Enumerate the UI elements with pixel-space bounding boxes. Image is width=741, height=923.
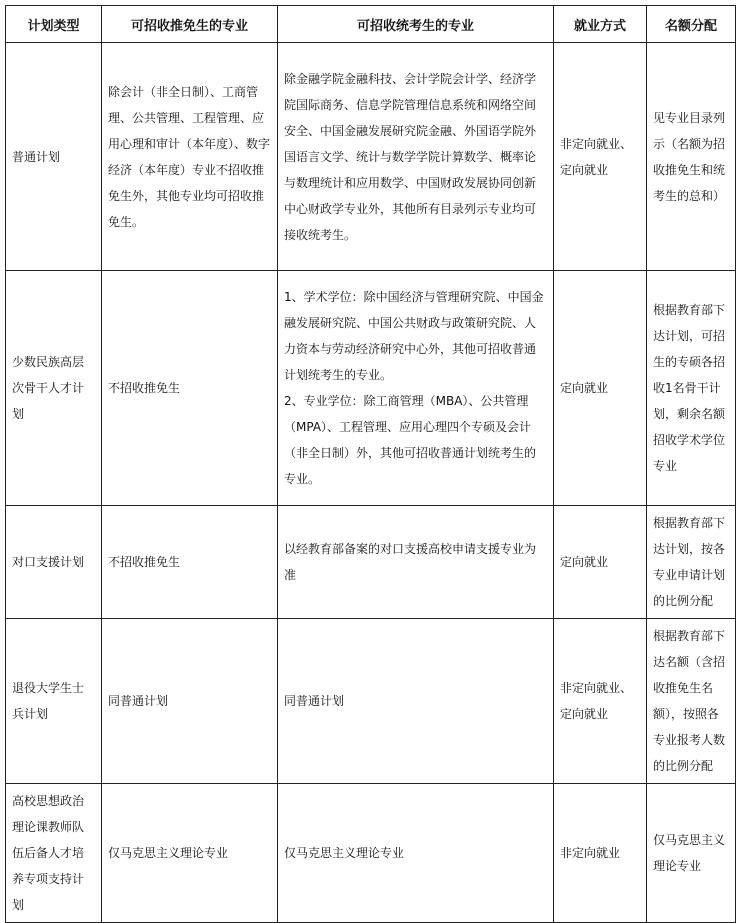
admission-plan-table: [5, 5, 736, 923]
exam-majors-cell: [278, 619, 554, 784]
exam-majors-cell: [278, 43, 554, 271]
exam-majors-text: 同普通计划: [284, 694, 345, 708]
table-row: [6, 619, 736, 784]
header-exam-majors: 可招收统考生的专业: [278, 6, 554, 43]
quota-cell: 根据教育部下达计划，可招生的专硕各招收1名骨干计划，剩余名额招收学术学位专业: [647, 271, 736, 506]
table-row: [6, 784, 736, 923]
header-exempt-majors: 可招收推免生的专业: [102, 6, 278, 43]
employment-cell: 非定向就业、定向就业: [554, 619, 647, 784]
table-row: [6, 43, 736, 271]
plan-type-cell: 少数民族高层次骨干人才计划: [6, 271, 102, 506]
quota-cell: 根据教育部下达名额（含招收推免生名额），按照各专业报考人数的比例分配: [647, 619, 736, 784]
exam-majors-cell: [278, 271, 554, 506]
employment-cell: 非定向就业、定向就业: [554, 43, 647, 271]
employment-cell: 定向就业: [554, 271, 647, 506]
exam-majors-text: 2、专业学位：除工商管理（MBA）、公共管理（MPA）、工程管理、应用心理四个专硕及会计（非全日制）外，其他可招收普通计划统考生的专业。: [284, 394, 537, 486]
quota-cell: 根据教育部下达计划，按各专业申请计划的比例分配: [647, 506, 736, 619]
exam-majors-text: 以经教育部备案的对口支援高校申请支援专业为准: [284, 542, 537, 582]
header-quota: 名额分配: [647, 6, 736, 43]
employment-cell: 非定向就业: [554, 784, 647, 923]
quota-cell: 仅马克思主义理论专业: [647, 784, 736, 923]
exam-majors-text: 除金融学院金融科技、会计学院会计学、经济学院国际商务、信息学院管理信息系统和网络空间安全、中国金融发展研究院金融、外国语学院外国语言文学、统计与数学学院计算数学、概率论与数理统计和应用数学、中国财政发展协同创新中心财政学专业外，其他所有目录列示专业均可接收统考生。: [284, 71, 537, 242]
exempt-majors-cell: 不招收推免生: [102, 271, 278, 506]
exempt-majors-cell: 同普通计划: [102, 619, 278, 784]
header-employment: 就业方式: [554, 6, 647, 43]
exempt-majors-cell: 仅马克思主义理论专业: [102, 784, 278, 923]
exempt-majors-cell: 除会计（非全日制）、工商管理、公共管理、工程管理、应用心理和审计（本年度）、数字经济（本年度）专业不招收推免生外，其他专业均可招收推免生。: [102, 43, 278, 271]
plan-type-cell: 退役大学生士兵计划: [6, 619, 102, 784]
header-plan-type: 计划类型: [6, 6, 102, 43]
exam-majors-cell: [278, 784, 554, 923]
table-row: [6, 271, 736, 506]
table-row: [6, 506, 736, 619]
exempt-majors-cell: 不招收推免生: [102, 506, 278, 619]
plan-type-cell: 高校思想政治理论课教师队伍后备人才培养专项支持计划: [6, 784, 102, 923]
exam-majors-cell: [278, 506, 554, 619]
employment-cell: 定向就业: [554, 506, 647, 619]
exam-majors-text: 1、学术学位：除中国经济与管理研究院、中国金融发展研究院、中国公共财政与政策研究院、人力资本与劳动经济研究中心外，其他可招收普通计划统考生的专业。: [284, 290, 544, 382]
exam-majors-text: 仅马克思主义理论专业: [284, 846, 405, 860]
table-header-row: [6, 6, 736, 43]
quota-cell: 见专业目录列示（名额为招收推免生和统考生的总和）: [647, 43, 736, 271]
plan-type-cell: 普通计划: [6, 43, 102, 271]
plan-type-cell: 对口支援计划: [6, 506, 102, 619]
